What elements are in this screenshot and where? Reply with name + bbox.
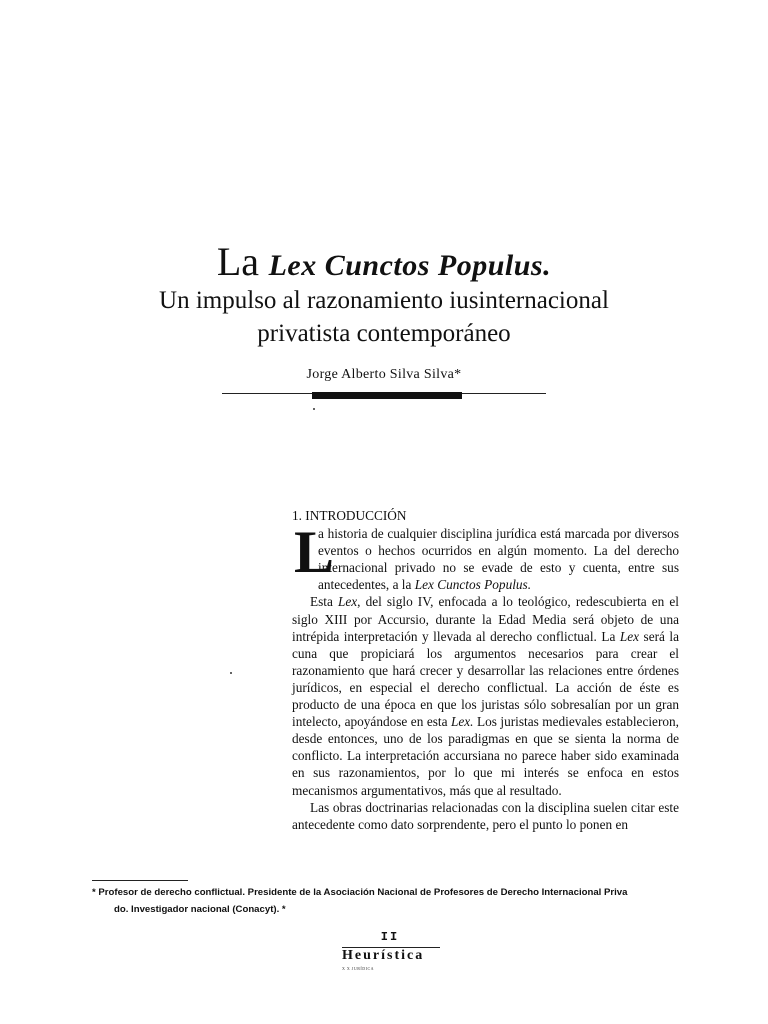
lex-italic: Lex xyxy=(337,594,358,610)
article-body xyxy=(292,507,679,833)
author-name: Jorge Alberto Silva Silva* xyxy=(306,367,462,382)
footnote-line-1: * Profesor de derecho conflictual. Presidente de la Asociación Nacional de Profesores de Derecho Internacional Priva xyxy=(92,887,628,898)
paragraph-3: Las obras doctrinarias relacionadas con la disciplina suelen citar este antecedente como dato sorprendente, pero el punto lo ponen en xyxy=(292,799,679,832)
paragraph-1 xyxy=(292,519,679,593)
paragraph-2-text: , del siglo IV, enfocada a lo teológico, redescubierta en el siglo XIII por Accursio, durante la Edad Media será objeto de una intrépida interpretación y llevada al derecho conflictual. La xyxy=(292,594,679,644)
lex-italic: Lex. xyxy=(450,714,474,730)
footnote-line-2: do. Investigador nacional (Conacyt). * xyxy=(114,904,286,915)
subtitle-line-1: Un impulso al razonamiento iusinternacional xyxy=(159,287,609,314)
title-italic: Lex Cunctos Populus. xyxy=(268,249,552,282)
footnote-rule xyxy=(92,880,188,881)
paragraph-1-text: a historia de cualquier disciplina jurídica está marcada por diversos eventos o hechos ocurridos en algún momento. La del derecho internacional privado no se evade de esto y cuenta, entre sus antecedentes, a la xyxy=(318,526,679,593)
journal-tagline: X X JURÍDICA xyxy=(342,966,374,971)
subtitle-line-2: privatista contemporáneo xyxy=(257,320,511,347)
journal-logo: Heurística xyxy=(342,948,425,963)
scan-speck xyxy=(230,672,232,674)
paragraph-2-text: Esta xyxy=(310,594,338,610)
lex-italic: Lex Cunctos Populus. xyxy=(414,577,532,593)
article-title xyxy=(0,240,768,288)
footnote xyxy=(92,884,652,918)
title-rule-thick xyxy=(312,392,462,399)
paragraph-2-text: Los juristas medievales establecieron, desde entonces, uno de los paradigmas en que se sienta la norma de conflicto. La interpretación accursiana no parece haber sido examinada en sus razonamientos, por lo que mi interés se enfoca en estos mecanismos argumentativos, más que al resultado. xyxy=(292,714,679,798)
section-heading: 1. INTRODUCCIÓN xyxy=(292,508,407,523)
lex-italic: Lex xyxy=(619,628,640,644)
paragraph-2 xyxy=(292,593,679,798)
title-prefix: La xyxy=(216,239,260,284)
page-number: II xyxy=(380,930,400,944)
paragraph-2-text: será la cuna que propiciará los argumentos necesarios para crear el razonamiento que hará crecer y desarrollar las relaciones entre órdenes jurídicos, en especial el derecho conflictual. La acción de éste es producto de una época en que los juristas sólo sobresalían por un gran intelecto, apoyándose en esta xyxy=(292,628,680,730)
drop-cap: L xyxy=(294,519,335,586)
scan-speck xyxy=(313,408,315,410)
